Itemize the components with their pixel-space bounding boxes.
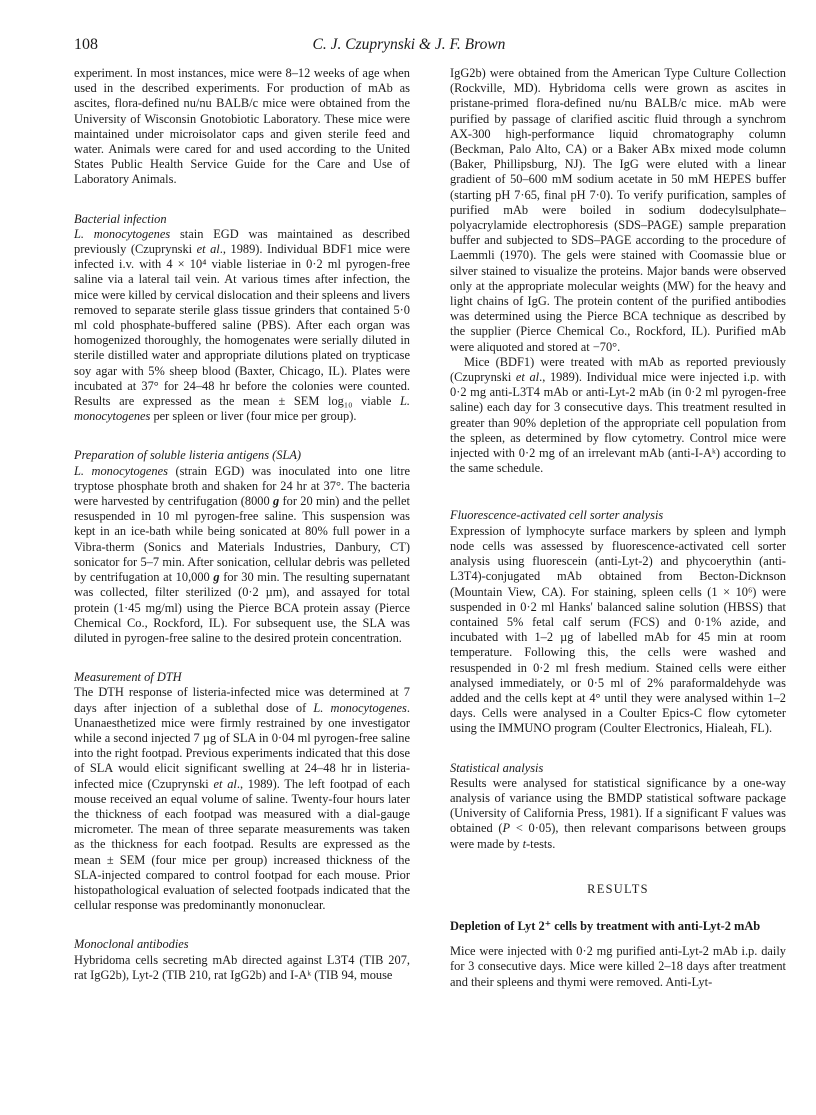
text-run: for 20 min) and the pellet resuspended in 10 ml pyrogen-free saline. This suspension was kept in an ice-bath while being sonicated at 80% full power in a Vibra-therm (Sonics and Materials Industries, Danbury, CT) sonicator for 5–7 min. After sonication, cellular debris was pelleted by centrifugation at 10,000 xyxy=(74,494,410,585)
text-run: Mice (BDF1) were treated with mAb as reported previously (Czuprynski xyxy=(450,354,786,385)
text-run: ., 1989). The left footpad of each mouse received an equal volume of saline. Twenty-four hours later the thickness of each footpad was measured with a dial-gauge micrometer. The mean of three separate measurements was taken as the thickness for each footpad. Results are expressed as the mean ± SEM (four mice per group) increased thickness of the SLA-injected compared to control footpad for each mouse. Prior histopathological evaluation of selected footpads indicated that the cellular response was predominantly mononuclear. xyxy=(74,776,411,913)
stats-paragraph xyxy=(450,776,786,852)
text-run: The DTH response of listeria-infected mice was determined at 7 days after injection of a sublethal dose of xyxy=(74,685,410,715)
mab-continued-paragraph: IgG2b) were obtained from the American Type Culture Collection (Rockville, MD). Hybridoma cells were grown as ascites in pristane-primed flora-defined nu/nu BALB/c mice. mAb were purified by passage of clarified ascitic fluid through a synchrom AX-300 high-performance liquid chromatography column (Beckman, Palo Alto, CA) or a Baker ABx mixed mode column (Baker, Phillipsburg, NJ). The IgG were eluted with a linear gradient of 50–600 mM sodium acetate in 50 mM HEPES buffer (starting pH 7·65, final pH 7·0). To verify purification, samples of purified mAb were boiled in sodium dodecylsulphate–polyacrylamide electrophoresis (SDS–PAGE) sample preparation buffer and subjected to SDS–PAGE according to the procedure of Laemmli (1970). The gels were stained with Coomassie blue or silver stained to visualize the proteins. Major bands were observed only at the appropriate molecular weights (MW) for the heavy and light chains of IgG. The protein content of the purified antibodies was determined using the Pierce BCA technique as described by the supplier (Pierce Chemical Co., Rockford, IL). Purified mAb were aliquoted and stored at −70°. xyxy=(450,66,786,354)
text-run: < 0·05), then relevant comparisons between groups were made by xyxy=(450,821,787,851)
et-al: et al xyxy=(196,242,220,257)
text-run: (strain EGD) was inoculated into one litre tryptose phosphate broth and shaken for 24 hr at 37°. The bacteria were harvested by centrifugation (8000 xyxy=(74,463,410,509)
bacterial-infection-paragraph xyxy=(74,227,410,425)
mab-treatment-paragraph xyxy=(450,355,786,477)
species-name: L. monocytogenes xyxy=(74,226,171,241)
et-al: et al xyxy=(515,370,540,385)
text-run: ., 1989). Individual mice were injected i.p. with 0·2 mg anti-L3T4 mAb or anti-Lyt-2 mAb (in 0·2 ml pyrogen-free saline) each day for 3 consecutive days. This treatment resulted in greater than 90% depletion of the appropriate cell population from the spleen, as determined by flow cytometry. Control mice were injected with 0·2 mg of an irrelevant mAb (anti-I-Aᵏ) according to the same schedule. xyxy=(450,370,787,476)
dth-heading: Measurement of DTH xyxy=(74,670,182,685)
facs-heading: Fluorescence-activated cell sorter analysis xyxy=(450,508,664,523)
intro-paragraph: experiment. In most instances, mice were 8–12 weeks of age when used in the described experiments. For production of mAb as ascites, flora-defined nu/nu BALB/c mice were obtained from the University of Wisconsin Gnotobiotic Laboratory. These mice were maintained under microisolator caps and given sterile feed and water. Animals were cared for and used according to the United States Public Health Service Guide for the Care and Use of Laboratory Animals. xyxy=(74,66,410,187)
sla-paragraph xyxy=(74,464,410,646)
p-value-symbol: P xyxy=(502,821,511,836)
text-run: -tests. xyxy=(526,836,556,851)
mab-paragraph: Hybridoma cells secreting mAb directed against L3T4 (TIB 207, rat IgG2b), Lyt-2 (TIB 210, rat IgG2b) and I-Aᵏ (TIB 94, mouse xyxy=(74,952,410,982)
running-head: C. J. Czuprynski & J. F. Brown xyxy=(312,36,506,53)
dth-paragraph xyxy=(74,685,410,913)
text-run: stain EGD was maintained as described previously (Czuprynski xyxy=(74,226,410,257)
text-run: ., 1989). Individual BDF1 mice were infected i.v. with 4 × 10⁴ viable listeriae in 0·2 ml pyrogen-free saline via a lateral tail vein. At various times after infection, the mice were killed by cervical dislocation and their spleens and livers removed to separate sterile glass tissue grinders that contained 5·0 ml cold phosphate-buffered saline (PBS). After each organ was homogenized thoroughly, the homogenates were serially diluted in sterile distilled water and appropriate dilutions plated on trypticase soy agar with 5% sheep blood (Baxter, Chicago, IL). Plates were incubated at 37° for 24–48 hr before the colonies were counted. Results are expressed as the mean ± SEM log₁₀ viable xyxy=(74,242,411,409)
results-heading: RESULTS xyxy=(587,881,649,896)
g-force-unit: g xyxy=(213,570,220,585)
t-symbol: t xyxy=(522,836,527,851)
right-column xyxy=(450,66,786,990)
page-number: 108 xyxy=(74,36,98,53)
page-header xyxy=(74,36,744,58)
depletion-paragraph: Mice were injected with 0·2 mg purified anti-Lyt-2 mAb i.p. daily for 3 consecutive days. Mice were killed 2–18 days after treatment and their spleens and thymi were removed. Anti-Lyt- xyxy=(450,944,786,989)
depletion-heading: Depletion of Lyt 2⁺ cells by treatment with anti-Lyt-2 mAb xyxy=(450,918,761,933)
species-name: L. monocytogenes xyxy=(74,394,410,424)
g-force-unit: g xyxy=(273,494,280,509)
text-run: . Unanaesthetized mice were firmly restrained by one investigator while a second injected 7 µg of SLA in 0·04 ml pyrogen-free saline into the right footpad. Previous experiments indicated that this dose of SLA would elicit significant swelling at 24–48 hr in listeria-infected mice (Czuprynski xyxy=(74,700,410,791)
text-run: Results were analysed for statistical significance by a one-way analysis of variance using the BMDP statistical software package (University of California Press, 1981). If a significant F values was obtained ( xyxy=(450,775,786,836)
stats-heading: Statistical analysis xyxy=(450,760,544,775)
mab-heading: Monoclonal antibodies xyxy=(74,937,189,952)
left-column xyxy=(74,66,410,983)
species-name: L. monocytogenes xyxy=(313,700,407,715)
species-name: L. monocytogenes xyxy=(74,463,168,478)
text-run: per spleen or liver (four mice per group). xyxy=(150,409,357,424)
et-al: et al xyxy=(213,776,237,791)
bacterial-infection-heading: Bacterial infection xyxy=(74,211,167,226)
sla-heading: Preparation of soluble listeria antigens (SLA) xyxy=(74,448,302,463)
text-run: for 30 min. The resulting supernatant was collected, filter sterilized (0·2 µm), and assayed for total protein (1·45 mg/ml) using the Pierce BCA protein assay (Pierce Chemical Co., Rockford, IL). For subsequent use, the SLA was diluted in pyrogen-free saline to the desired protein concentration. xyxy=(74,570,411,645)
facs-paragraph: Expression of lymphocyte surface markers by spleen and lymph node cells was assessed by fluorescence-activated cell sorter analysis using fluorescein (anti-Lyt-2) and phycoerythin (anti-L3T4)-conjugated mAb obtained from Becton-Dicknson (Mountain View, CA). For staining, spleen cells (1 × 10⁶) were suspended in 0·2 ml Hanks' balanced saline solution (HBSS) that contained 5% fetal calf serum (FCS) and 0·1% azide, and incubated with 1–2 µg of labelled mAb for 45 min at room temperature. Following this, the cells were washed and resuspended in 0·2 ml fresh medium. Stained cells were either analysed immediately, or 0·5 ml of 2% paraformaldehyde was added and the cells kept at 4° until they were analysed within 1–2 days. Cells were analysed in a Coulter Epics-C flow cytometer using the IMMUNO program (Coulter Electronics, Hialeah, FL). xyxy=(450,523,786,736)
